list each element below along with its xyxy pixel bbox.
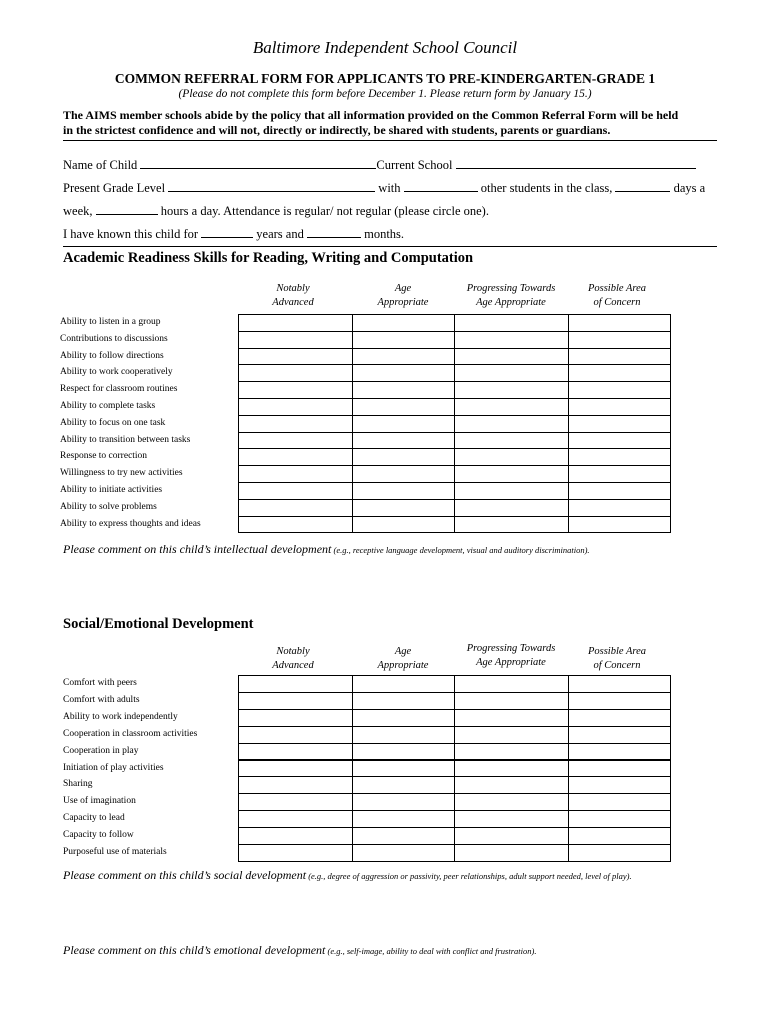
skill-label: Ability to work cooperatively bbox=[60, 367, 173, 378]
days-per-week-input[interactable] bbox=[615, 180, 670, 192]
rating-cell[interactable] bbox=[454, 760, 570, 778]
rating-cell[interactable] bbox=[568, 482, 671, 500]
fields-divider bbox=[63, 246, 717, 247]
social-col-concern bbox=[567, 645, 667, 673]
field-row-week bbox=[63, 203, 489, 219]
rating-cell[interactable] bbox=[568, 776, 671, 794]
social-comment-hint: (e.g., degree of aggression or passivity, peer relationships, adult support needed, level of play). bbox=[306, 871, 632, 881]
field-row-name bbox=[63, 157, 696, 173]
field-row-known bbox=[63, 226, 404, 242]
rating-cell[interactable] bbox=[454, 415, 570, 433]
rating-cell[interactable] bbox=[352, 314, 456, 332]
rating-cell[interactable] bbox=[568, 448, 671, 466]
years-known-input[interactable] bbox=[201, 226, 253, 238]
skill-label: Capacity to lead bbox=[63, 813, 125, 824]
rating-cell[interactable] bbox=[568, 331, 671, 349]
rating-cell[interactable] bbox=[454, 709, 570, 727]
rating-cell[interactable] bbox=[352, 499, 456, 517]
rating-cell[interactable] bbox=[238, 709, 354, 727]
week-label: week, bbox=[63, 204, 93, 218]
rating-cell[interactable] bbox=[568, 675, 671, 693]
rating-cell[interactable] bbox=[352, 331, 456, 349]
skill-label: Respect for classroom routines bbox=[60, 384, 178, 395]
rating-cell[interactable] bbox=[352, 793, 456, 811]
rating-cell[interactable] bbox=[352, 398, 456, 416]
rating-cell[interactable] bbox=[238, 415, 354, 433]
rating-cell[interactable] bbox=[238, 364, 354, 382]
rating-cell[interactable] bbox=[238, 793, 354, 811]
emotional-comment-prompt bbox=[63, 943, 536, 958]
rating-cell[interactable] bbox=[352, 348, 456, 366]
months-label: months. bbox=[364, 227, 405, 241]
rating-cell[interactable] bbox=[568, 743, 671, 761]
rating-cell[interactable] bbox=[352, 709, 456, 727]
rating-cell[interactable] bbox=[568, 760, 671, 778]
rating-cell[interactable] bbox=[238, 810, 354, 828]
skill-label: Contributions to discussions bbox=[60, 333, 168, 344]
col-header-line: Age Appropriate bbox=[476, 297, 546, 308]
skill-label: Ability to focus on one task bbox=[60, 417, 166, 428]
rating-cell[interactable] bbox=[238, 348, 354, 366]
col-header-line: of Concern bbox=[593, 660, 641, 671]
rating-cell[interactable] bbox=[454, 465, 570, 483]
rating-cell[interactable] bbox=[352, 364, 456, 382]
with-label: with bbox=[378, 181, 401, 195]
rating-cell[interactable] bbox=[568, 516, 671, 534]
rating-cell[interactable] bbox=[568, 499, 671, 517]
skill-label: Ability to transition between tasks bbox=[60, 434, 191, 445]
rating-cell[interactable] bbox=[454, 331, 570, 349]
rating-cell[interactable] bbox=[352, 516, 456, 534]
rating-cell[interactable] bbox=[454, 844, 570, 862]
number-of-students-input[interactable] bbox=[404, 180, 478, 192]
rating-cell[interactable] bbox=[454, 432, 570, 450]
rating-cell[interactable] bbox=[238, 432, 354, 450]
skill-label: Willingness to try new activities bbox=[60, 468, 183, 479]
skill-label: Ability to listen in a group bbox=[60, 317, 161, 327]
skill-label: Cooperation in play bbox=[63, 745, 139, 756]
skill-label: Response to correction bbox=[60, 451, 148, 462]
rating-cell[interactable] bbox=[352, 465, 456, 483]
rating-cell[interactable] bbox=[568, 348, 671, 366]
rating-cell[interactable] bbox=[352, 692, 456, 710]
social-section-title: Social/Emotional Development bbox=[63, 616, 254, 632]
skill-label: Purposeful use of materials bbox=[63, 847, 167, 857]
skill-label: Ability to initiate activities bbox=[60, 485, 163, 495]
rating-cell[interactable] bbox=[352, 448, 456, 466]
col-header-line: Age bbox=[394, 283, 412, 294]
rating-cell[interactable] bbox=[352, 432, 456, 450]
rating-cell[interactable] bbox=[352, 827, 456, 845]
form-subtitle: COMMON REFERRAL FORM FOR APPLICANTS TO PRE-KINDERGARTEN-GRADE 1 bbox=[114, 71, 656, 86]
form-deadline-note: (Please do not complete this form before December 1. Please return form by January 15.) bbox=[178, 88, 592, 100]
rating-cell[interactable] bbox=[352, 726, 456, 744]
social-comment-text: Please comment on this child’s social development bbox=[63, 868, 307, 882]
field-row-grade bbox=[63, 180, 705, 196]
rating-cell[interactable] bbox=[568, 314, 671, 332]
col-header-line: Possible Area bbox=[587, 646, 647, 657]
col-header-line: Progressing Towards bbox=[466, 283, 556, 294]
rating-cell[interactable] bbox=[454, 793, 570, 811]
col-header-line: Notably bbox=[276, 283, 310, 294]
col-header-line: Appropriate bbox=[377, 660, 429, 671]
rating-cell[interactable] bbox=[568, 398, 671, 416]
col-header-line: Age bbox=[394, 646, 412, 657]
rating-cell[interactable] bbox=[352, 810, 456, 828]
rating-cell[interactable] bbox=[352, 760, 456, 778]
skill-label: Cooperation in classroom activities bbox=[63, 728, 198, 739]
rating-cell[interactable] bbox=[454, 381, 570, 399]
social-col-progressing bbox=[451, 642, 571, 670]
rating-cell[interactable] bbox=[238, 381, 354, 399]
rating-cell[interactable] bbox=[238, 516, 354, 534]
skill-label: Use of imagination bbox=[63, 796, 136, 807]
skill-label: Ability to express thoughts and ideas bbox=[60, 518, 201, 529]
other-students-label: other students in the class, bbox=[480, 181, 613, 195]
skill-label: Ability to work independently bbox=[63, 711, 178, 722]
rating-cell[interactable] bbox=[238, 398, 354, 416]
rating-cell[interactable] bbox=[454, 516, 570, 534]
known-for-label: I have known this child for bbox=[63, 227, 199, 241]
rating-cell[interactable] bbox=[454, 692, 570, 710]
academic-col-notably-advanced bbox=[243, 282, 343, 310]
rating-cell[interactable] bbox=[454, 726, 570, 744]
skill-label: Comfort with peers bbox=[63, 678, 137, 688]
emotional-comment-text: Please comment on this child’s emotional development bbox=[63, 943, 326, 957]
rating-cell[interactable] bbox=[238, 499, 354, 517]
policy-line-1: The AIMS member schools abide by the policy that all information provided on the Common Referral Form will be held bbox=[63, 108, 679, 122]
rating-cell[interactable] bbox=[352, 675, 456, 693]
rating-cell[interactable] bbox=[454, 810, 570, 828]
intellectual-comment-hint: (e.g., receptive language development, visual and auditory discrimination). bbox=[331, 545, 590, 555]
rating-cell[interactable] bbox=[454, 348, 570, 366]
skill-label: Ability to complete tasks bbox=[60, 401, 156, 411]
rating-cell[interactable] bbox=[454, 398, 570, 416]
col-header-line: Advanced bbox=[272, 297, 314, 308]
col-header-line: Notably bbox=[276, 646, 310, 657]
rating-cell[interactable] bbox=[454, 482, 570, 500]
rating-cell[interactable] bbox=[352, 381, 456, 399]
skill-label: Comfort with adults bbox=[63, 694, 140, 705]
present-grade-level-input[interactable] bbox=[168, 180, 375, 192]
academic-col-concern bbox=[567, 282, 667, 310]
rating-cell[interactable] bbox=[238, 760, 354, 778]
rating-cell[interactable] bbox=[238, 675, 354, 693]
col-header-line: Advanced bbox=[272, 660, 314, 671]
rating-cell[interactable] bbox=[568, 844, 671, 862]
academic-section-title: Academic Readiness Skills for Reading, Writing and Computation bbox=[63, 250, 474, 266]
rating-cell[interactable] bbox=[238, 827, 354, 845]
emotional-comment-hint: (e.g., self-image, ability to deal with conflict and frustration). bbox=[325, 946, 537, 956]
social-comment-prompt bbox=[63, 868, 632, 883]
rating-cell[interactable] bbox=[454, 827, 570, 845]
rating-cell[interactable] bbox=[568, 364, 671, 382]
current-school-input[interactable] bbox=[456, 157, 696, 169]
rating-cell[interactable] bbox=[352, 415, 456, 433]
skill-label: Initiation of play activities bbox=[63, 762, 164, 773]
intellectual-comment-text: Please comment on this child’s intellectual development bbox=[63, 542, 332, 556]
rating-cell[interactable] bbox=[238, 726, 354, 744]
rating-cell[interactable] bbox=[238, 448, 354, 466]
academic-col-progressing bbox=[451, 282, 571, 310]
rating-cell[interactable] bbox=[568, 465, 671, 483]
rating-cell[interactable] bbox=[568, 726, 671, 744]
rating-cell[interactable] bbox=[454, 675, 570, 693]
skill-label: Ability to solve problems bbox=[60, 501, 157, 512]
rating-cell[interactable] bbox=[238, 331, 354, 349]
current-school-label: Current School bbox=[376, 158, 453, 172]
rating-cell[interactable] bbox=[568, 692, 671, 710]
rating-cell[interactable] bbox=[568, 793, 671, 811]
rating-cell[interactable] bbox=[238, 465, 354, 483]
rating-cell[interactable] bbox=[238, 776, 354, 794]
rating-cell[interactable] bbox=[454, 743, 570, 761]
rating-cell[interactable] bbox=[238, 844, 354, 862]
col-header-line: Appropriate bbox=[377, 297, 429, 308]
form-title: Baltimore Independent School Council bbox=[252, 38, 518, 57]
header-divider bbox=[63, 140, 717, 141]
rating-cell[interactable] bbox=[454, 448, 570, 466]
hours-per-day-input[interactable] bbox=[96, 203, 158, 215]
rating-cell[interactable] bbox=[454, 499, 570, 517]
col-header-line: Age Appropriate bbox=[476, 657, 546, 668]
skill-label: Ability to follow directions bbox=[60, 350, 164, 361]
hours-attendance-label: hours a day. Attendance is regular/ not regular (please circle one). bbox=[160, 204, 489, 218]
rating-cell[interactable] bbox=[238, 482, 354, 500]
rating-cell[interactable] bbox=[568, 381, 671, 399]
confidentiality-policy bbox=[63, 108, 723, 138]
skill-label: Capacity to follow bbox=[63, 830, 134, 841]
months-known-input[interactable] bbox=[307, 226, 361, 238]
rating-cell[interactable] bbox=[568, 709, 671, 727]
rating-cell[interactable] bbox=[454, 364, 570, 382]
skill-label: Sharing bbox=[63, 779, 93, 790]
name-of-child-label: Name of Child bbox=[63, 158, 138, 172]
years-and-label: years and bbox=[256, 227, 304, 241]
rating-cell[interactable] bbox=[568, 432, 671, 450]
rating-cell[interactable] bbox=[238, 743, 354, 761]
rating-cell[interactable] bbox=[568, 415, 671, 433]
rating-cell[interactable] bbox=[454, 776, 570, 794]
rating-cell[interactable] bbox=[454, 314, 570, 332]
rating-cell[interactable] bbox=[352, 776, 456, 794]
col-header-line: of Concern bbox=[593, 297, 641, 308]
days-a-label: days a bbox=[673, 181, 706, 195]
academic-col-age-appropriate bbox=[353, 282, 453, 310]
present-grade-level-label: Present Grade Level bbox=[63, 181, 166, 195]
policy-line-2: in the strictest confidence and will not, directly or indirectly, be shared with students, parents or guardians. bbox=[63, 123, 611, 137]
rating-cell[interactable] bbox=[352, 743, 456, 761]
rating-cell[interactable] bbox=[568, 827, 671, 845]
social-col-notably-advanced bbox=[243, 645, 343, 673]
social-col-age-appropriate bbox=[353, 645, 453, 673]
rating-cell[interactable] bbox=[352, 844, 456, 862]
rating-cell[interactable] bbox=[238, 314, 354, 332]
rating-cell[interactable] bbox=[238, 692, 354, 710]
rating-cell[interactable] bbox=[568, 810, 671, 828]
col-header-line: Possible Area bbox=[587, 283, 647, 294]
rating-cell[interactable] bbox=[352, 482, 456, 500]
col-header-line: Progressing Towards bbox=[466, 643, 556, 654]
name-of-child-input[interactable] bbox=[140, 157, 376, 169]
intellectual-comment-prompt bbox=[63, 542, 590, 557]
